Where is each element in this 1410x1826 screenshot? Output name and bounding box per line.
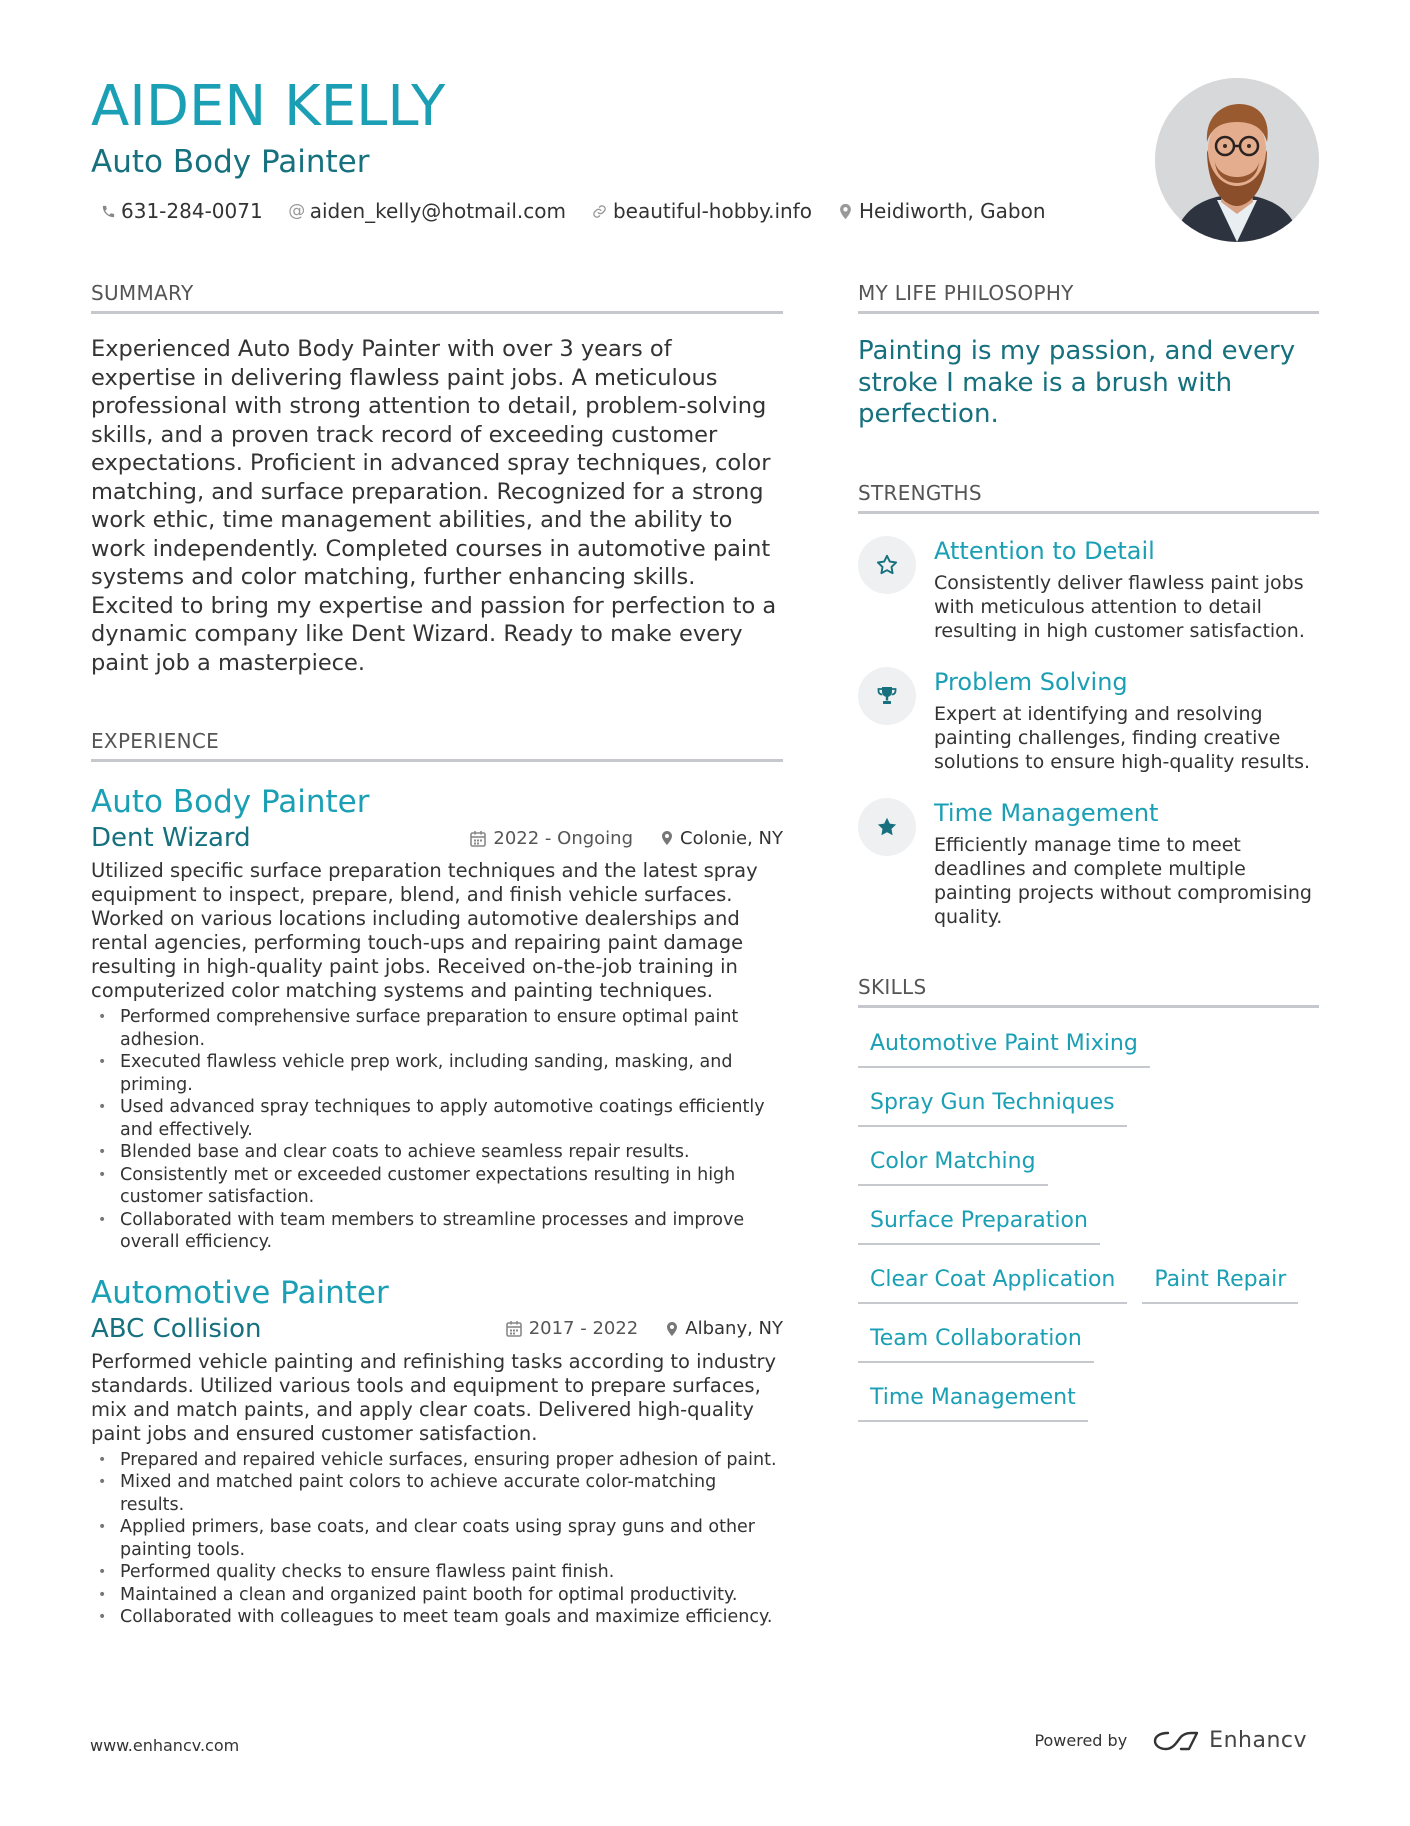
job-entry xyxy=(91,1274,783,1629)
job-bullet: • Collaborated with colleagues to meet team goals and maximize efficiency. xyxy=(91,1606,783,1629)
contact-location xyxy=(838,199,1046,223)
at-icon: @ xyxy=(288,201,306,221)
job-title: Automotive Painter xyxy=(91,1274,389,1311)
job-row xyxy=(91,1312,783,1346)
job-meta xyxy=(506,1318,783,1339)
left-column xyxy=(91,281,783,1629)
job-bullet: • Performed comprehensive surface preparation to ensure optimal paint adhesion. xyxy=(91,1006,783,1051)
experience-heading: EXPERIENCE xyxy=(91,729,783,762)
contact-phone xyxy=(100,199,263,223)
job-bullet: • Collaborated with team members to streamline processes and improve overall efficiency. xyxy=(91,1209,783,1254)
powered-by-text: Powered by xyxy=(1034,1731,1128,1750)
strength-item xyxy=(858,667,1319,774)
footer-website[interactable]: www.enhancv.com xyxy=(90,1736,240,1755)
philosophy-heading: MY LIFE PHILOSOPHY xyxy=(858,281,1319,314)
link-icon xyxy=(592,202,608,220)
skill-tag: Spray Gun Techniques xyxy=(858,1089,1127,1127)
phone-icon xyxy=(100,202,116,220)
candidate-name: AIDEN KELLY xyxy=(91,74,446,139)
philosophy-quote: Painting is my passion, and every stroke I make is a brush with perfection. xyxy=(858,336,1296,429)
job-dates-text: 2022 - Ongoing xyxy=(493,827,634,849)
job-company: ABC Collision xyxy=(91,1313,262,1344)
job-location-text: Colonie, NY xyxy=(680,827,783,849)
job-bullet: • Prepared and repaired vehicle surfaces, ensuring proper adhesion of paint. xyxy=(91,1449,783,1472)
job-dates-text: 2017 - 2022 xyxy=(528,1318,639,1339)
star-outline-icon xyxy=(858,536,916,594)
strength-description: Efficiently manage time to meet deadlines and complete multiple painting projects without compromising quality. xyxy=(934,833,1312,928)
job-bullets xyxy=(91,1006,783,1254)
job-bullet: • Executed flawless vehicle prep work, including sanding, masking, and priming. xyxy=(91,1051,783,1096)
job-row xyxy=(91,821,783,855)
contact-website xyxy=(592,199,812,223)
phone-text[interactable]: 631-284-0071 xyxy=(121,199,263,223)
strength-description: Consistently deliver flawless paint jobs with meticulous attention to detail resulting in high customer satisfaction. xyxy=(934,571,1305,642)
strength-title: Time Management xyxy=(934,798,1159,827)
map-pin-icon xyxy=(838,202,854,220)
footer-brand xyxy=(1034,1728,1307,1753)
job-dates xyxy=(470,828,633,849)
skill-tag: Automotive Paint Mixing xyxy=(858,1030,1150,1068)
job-description: Utilized specific surface preparation techniques and the latest spray equipment to inspect, prepare, blend, and finish vehicle surfaces. Worked on various locations including automotive dealerships and rental agencies, performing touch-ups and repairing paint damage resulting in high-quality paint jobs. Received on-the-job training in computerized color matching systems and painting techniques. xyxy=(91,859,758,1002)
skill-tag: Team Collaboration xyxy=(858,1325,1094,1363)
job-bullet: • Consistently met or exceeded customer expectations resulting in high customer satisfaction. xyxy=(91,1164,783,1209)
location-text: Heidiworth, Gabon xyxy=(858,199,1046,223)
profile-photo xyxy=(1155,78,1319,242)
strengths-heading: STRENGTHS xyxy=(858,481,1319,514)
enhancv-logo-text: Enhancv xyxy=(1209,1728,1307,1753)
skills-list xyxy=(858,1030,1319,1443)
summary-heading: SUMMARY xyxy=(91,281,783,314)
job-company: Dent Wizard xyxy=(91,823,251,853)
job-dates xyxy=(506,1318,639,1339)
contact-bar xyxy=(100,198,1072,224)
job-bullets xyxy=(91,1449,783,1629)
job-bullet: • Used advanced spray techniques to apply automotive coatings efficiently and effectively. xyxy=(91,1096,783,1141)
skill-tag: Color Matching xyxy=(858,1148,1048,1186)
job-title: Auto Body Painter xyxy=(91,784,370,820)
job-bullet: • Blended base and clear coats to achieve seamless repair results. xyxy=(91,1141,783,1164)
enhancv-logo[interactable] xyxy=(1153,1728,1307,1753)
star-filled-icon xyxy=(858,798,916,856)
job-location xyxy=(661,828,783,849)
job-location xyxy=(666,1318,783,1339)
job-bullet: • Performed quality checks to ensure flawless paint finish. xyxy=(91,1561,783,1584)
contact-email xyxy=(289,199,566,223)
skill-tag: Clear Coat Application xyxy=(858,1266,1127,1304)
skill-tag: Surface Preparation xyxy=(858,1207,1100,1245)
summary-text: Experienced Auto Body Painter with over 3 years of expertise in delivering flawless paint jobs. A meticulous professional with strong attention to detail, problem-solving skills, and a proven track record of exceeding customer expectations. Proficient in advanced spray techniques, color matching, and surface preparation. Recognized for a strong work ethic, time management abilities, and the ability to work independently. Completed courses in automotive paint systems and color matching, further enhancing skills. Excited to bring my expertise and passion for perfection to a dynamic company like Dent Wizard. Ready to make every paint job a masterpiece. xyxy=(91,336,777,676)
skills-heading: SKILLS xyxy=(858,975,1319,1008)
strength-title: Attention to Detail xyxy=(934,536,1155,565)
strength-description: Expert at identifying and resolving painting challenges, finding creative solutions to ensure high-quality results. xyxy=(934,702,1311,773)
map-pin-icon xyxy=(661,830,673,846)
trophy-icon xyxy=(858,667,916,725)
job-location-text: Albany, NY xyxy=(685,1318,783,1339)
job-bullet: • Applied primers, base coats, and clear coats using spray guns and other painting tools. xyxy=(91,1516,783,1561)
candidate-title: Auto Body Painter xyxy=(91,144,370,180)
map-pin-icon xyxy=(666,1321,678,1337)
right-column xyxy=(858,281,1319,1443)
calendar-icon xyxy=(506,1320,522,1337)
skill-tag: Paint Repair xyxy=(1142,1266,1298,1304)
website-text[interactable]: beautiful-hobby.info xyxy=(612,199,812,223)
job-bullet: • Mixed and matched paint colors to achieve accurate color-matching results. xyxy=(91,1471,783,1516)
email-text[interactable]: aiden_kelly@hotmail.com xyxy=(309,199,566,223)
skill-tag: Time Management xyxy=(858,1384,1088,1422)
strength-title: Problem Solving xyxy=(934,667,1128,696)
enhancv-logo-icon xyxy=(1153,1729,1199,1753)
strength-item xyxy=(858,536,1319,643)
job-meta xyxy=(470,828,783,849)
strength-item xyxy=(858,798,1319,929)
calendar-icon xyxy=(470,830,486,847)
job-entry xyxy=(91,783,783,1254)
job-bullet: • Maintained a clean and organized paint booth for optimal productivity. xyxy=(91,1584,783,1607)
job-description: Performed vehicle painting and refinishing tasks according to industry standards. Utilized various tools and equipment to prepare surfaces, mix and match paints, and apply clear coats. Delivered high-quality paint jobs and ensured customer satisfaction. xyxy=(91,1349,777,1445)
